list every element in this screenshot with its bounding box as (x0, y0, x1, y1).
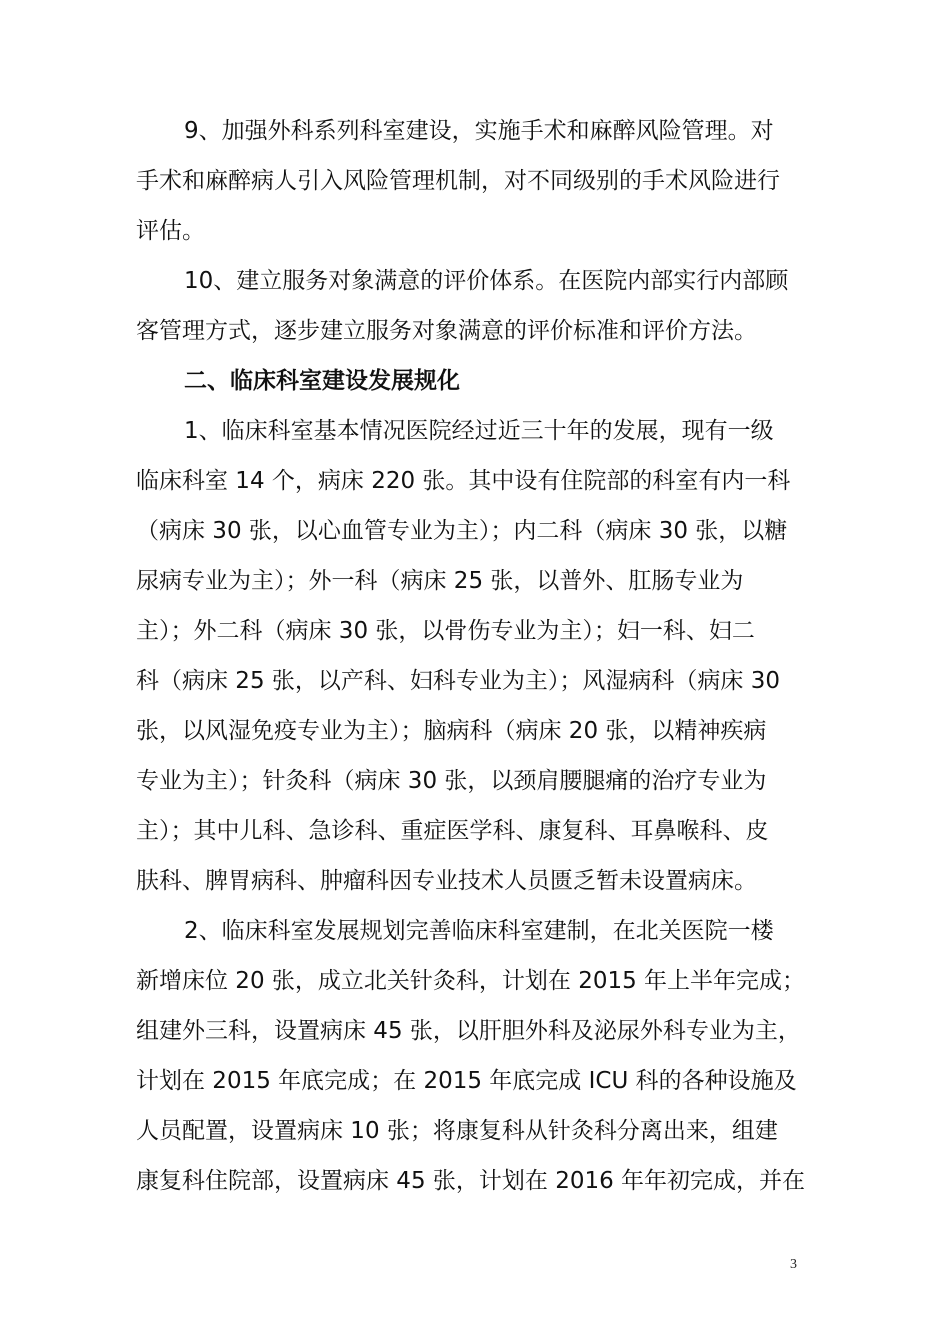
paragraph-line: 主）；外二科（病床 30 张，以骨伤专业为主）；妇一科、妇二 (136, 618, 755, 644)
paragraph-line: 1、临床科室基本情况医院经过近三十年的发展，现有一级 (184, 418, 774, 444)
paragraph-line: 张，以风湿免疫专业为主）；脑病科（病床 20 张，以精神疾病 (136, 718, 767, 744)
paragraph-line: 9、加强外科系列科室建设，实施手术和麻醉风险管理。对 (184, 118, 774, 144)
paragraph-line: 2、临床科室发展规划完善临床科室建制，在北关医院一楼 (184, 918, 774, 944)
section-heading: 二、临床科室建设发展规化 (184, 368, 460, 394)
paragraph-line: 手术和麻醉病人引入风险管理机制，对不同级别的手术风险进行 (136, 168, 780, 194)
paragraph-line: 10、建立服务对象满意的评价体系。在医院内部实行内部顾 (184, 268, 789, 294)
paragraph-line: 专业为主）；针灸科（病床 30 张，以颈肩腰腿痛的治疗专业为 (136, 768, 767, 794)
paragraph-line: 人员配置，设置病床 10 张；将康复科从针灸科分离出来，组建 (136, 1118, 778, 1144)
paragraph-line: 康复科住院部，设置病床 45 张，计划在 2016 年年初完成，并在 (136, 1168, 806, 1194)
paragraph-line: 主）；其中儿科、急诊科、重症医学科、康复科、耳鼻喉科、皮 (136, 818, 769, 844)
paragraph-line: 组建外三科，设置病床 45 张，以肝胆外科及泌尿外科专业为主， (136, 1018, 801, 1044)
paragraph-line: 客管理方式，逐步建立服务对象满意的评价标准和评价方法。 (136, 318, 757, 344)
paragraph-line: 评估。 (136, 218, 205, 244)
page-number: 3 (790, 1257, 797, 1272)
paragraph-line: 计划在 2015 年底完成；在 2015 年底完成 ICU 科的各种设施及 (136, 1068, 797, 1094)
paragraph-line: 临床科室 14 个，病床 220 张。其中设有住院部的科室有内一科 (136, 468, 791, 494)
paragraph-line: 新增床位 20 张，成立北关针灸科，计划在 2015 年上半年完成； (136, 968, 806, 994)
paragraph-line: 尿病专业为主）；外一科（病床 25 张，以普外、肛肠专业为 (136, 568, 744, 594)
paragraph-line: 肤科、脾胃病科、肿瘤科因专业技术人员匮乏暂未设置病床。 (136, 868, 757, 894)
paragraph-line: （病床 30 张，以心血管专业为主）；内二科（病床 30 张，以糖 (136, 518, 788, 544)
paragraph-line: 科（病床 25 张，以产科、妇科专业为主）；风湿病科（病床 30 (136, 668, 780, 694)
